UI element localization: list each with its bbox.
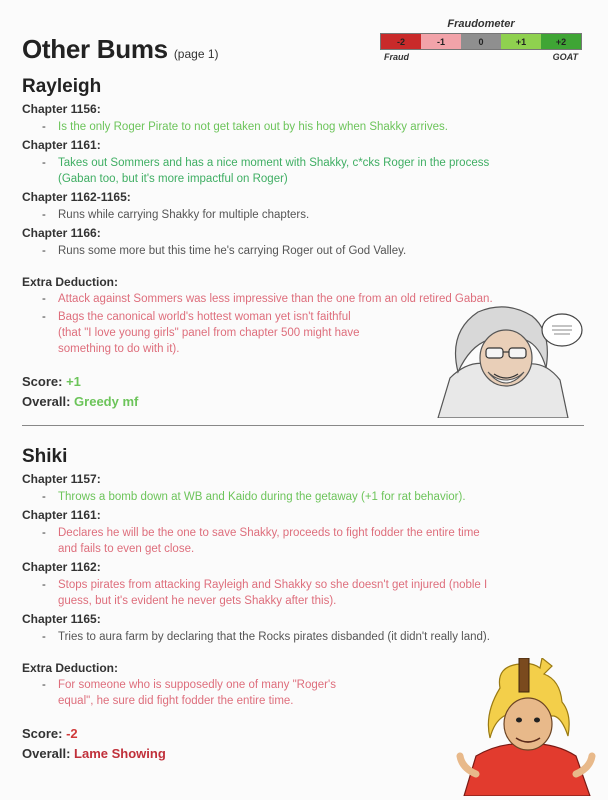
character-name: Rayleigh xyxy=(22,76,102,97)
chapter-heading: Chapter 1157: xyxy=(22,472,101,486)
chapter-heading: Chapter 1166: xyxy=(22,226,101,240)
fraudometer-cell-label: 0 xyxy=(478,36,484,47)
fraudometer-bar xyxy=(380,33,582,50)
fraudometer-cell-label: -2 xyxy=(396,36,405,47)
section-divider xyxy=(22,425,584,426)
score-label: Score: xyxy=(22,726,63,741)
shiki-illustration xyxy=(456,658,596,796)
fraudometer-cell xyxy=(421,34,461,49)
score-label: Score: xyxy=(22,374,63,389)
overall-label: Overall: xyxy=(22,746,71,761)
deduction-label: Extra Deduction: xyxy=(22,275,119,289)
chapter-heading: Chapter 1161: xyxy=(22,508,101,522)
score-value: +1 xyxy=(66,374,81,389)
fraudometer-cell xyxy=(461,34,501,49)
chapter-heading: Chapter 1165: xyxy=(22,612,101,626)
deduction-note: - For someone who is supposedly one of many "Roger's equal", he sure did fight fodder the entire time. xyxy=(22,677,582,709)
score-value: -2 xyxy=(66,726,78,741)
chapter-heading: Chapter 1162-1165: xyxy=(22,190,131,204)
fraudometer-cell xyxy=(381,34,421,49)
chapter-note: - Runs while carrying Shakky for multiple chapters. xyxy=(22,207,582,223)
character-name: Shiki xyxy=(22,446,68,467)
fraudometer-cell-label: +1 xyxy=(515,36,527,47)
fraudometer xyxy=(380,18,582,62)
overall-value: Lame Showing xyxy=(74,746,166,761)
page-title: Other Bums xyxy=(22,34,168,64)
fraudometer-left-label: Fraud xyxy=(384,52,410,62)
chapter-heading: Chapter 1161: xyxy=(22,138,101,152)
fraudometer-cell-label: -1 xyxy=(436,36,445,47)
fraudometer-title: Fraudometer xyxy=(447,18,515,30)
rayleigh-illustration xyxy=(428,302,584,418)
chapter-note: - Is the only Roger Pirate to not get taken out by his hog when Shakky arrives. xyxy=(22,119,582,135)
chapter-note: - Runs some more but this time he's carrying Roger out of God Valley. xyxy=(22,243,582,259)
chapter-note: - Takes out Sommers and has a nice moment with Shakky, c*cks Roger in the process (Gaban too, but it's more impactful on Roger) xyxy=(22,155,582,187)
deduction-note: - Bags the canonical world's hottest woman yet isn't faithful (that "I love young girls" panel from chapter 500 might have something to do with it). xyxy=(22,309,582,357)
deduction-note: - Attack against Sommers was less impressive than the one from an old retired Gaban. xyxy=(22,291,582,307)
chapter-note: - Declares he will be the one to save Shakky, proceeds to fight fodder the entire time and fails to even get close. xyxy=(22,525,582,557)
chapter-note: - Throws a bomb down at WB and Kaido during the getaway (+1 for rat behavior). xyxy=(22,489,582,505)
chapter-note: - Tries to aura farm by declaring that the Rocks pirates disbanded (it didn't really land). xyxy=(22,629,582,645)
overall-label: Overall: xyxy=(22,394,71,409)
overall-value: Greedy mf xyxy=(74,394,139,409)
fraudometer-cell-label: +2 xyxy=(555,36,567,47)
chapter-heading: Chapter 1156: xyxy=(22,102,101,116)
chapter-heading: Chapter 1162: xyxy=(22,560,101,574)
deduction-label: Extra Deduction: xyxy=(22,661,119,675)
fraudometer-right-label: GOAT xyxy=(552,52,578,62)
fraudometer-cell xyxy=(541,34,581,49)
page-subtitle: (page 1) xyxy=(173,47,219,61)
fraudometer-scale-labels xyxy=(380,52,582,62)
chapter-note: - Stops pirates from attacking Rayleigh and Shakky so she doesn't get injured (noble I guess, but it's evident he never gets Shakky after this). xyxy=(22,577,582,609)
page-header xyxy=(22,34,219,65)
fraudometer-cell xyxy=(501,34,541,49)
